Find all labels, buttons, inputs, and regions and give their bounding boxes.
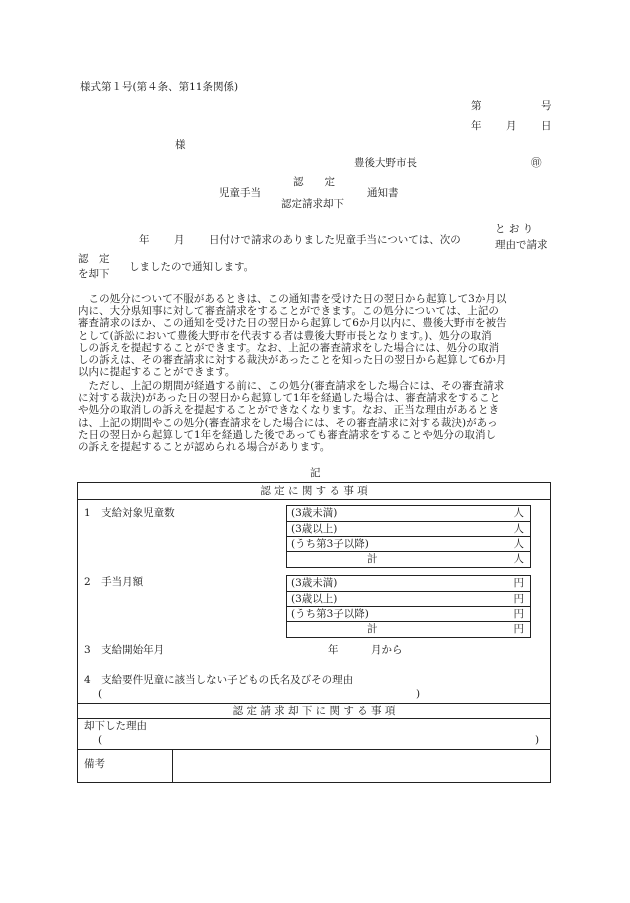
intro-option-riyu: 理由で請求 [495, 239, 548, 251]
date-year: 年 [471, 120, 482, 132]
item4-label: 4 支給要件児童に該当しない子どもの氏名及びその理由 [84, 674, 354, 686]
intro-option-kyakka: を却下 [78, 268, 110, 280]
para2-line: に対する裁決)があった日の翌日から起算して1年を経過した場合は、審査請求をすること [78, 392, 501, 405]
item3-year: 年 [328, 644, 339, 656]
rejection-close-paren: ) [535, 734, 540, 746]
row-label: (3歳未満) [291, 507, 338, 519]
row-label: 計 [367, 623, 378, 635]
para1-line: として(訴訟において豊後大野市を代表する者は豊後大野市長となります。)、処分の取消 [78, 329, 492, 342]
para1-line: しの訴えを提起することができます。なお、上記の審査請求をした場合には、処分の取消 [78, 341, 500, 354]
monthly-amount-row [287, 591, 530, 607]
para1-line: 以内に提起することができます。 [78, 366, 236, 379]
doc-number-dai: 第 [471, 100, 482, 112]
child-count-box [286, 505, 531, 568]
form-number-label: 様式第１号(第４条、第11条関係) [80, 81, 239, 93]
row-unit: 円 [513, 608, 524, 620]
row-label: (3歳以上) [291, 523, 338, 535]
title-nintei: 認 定 [293, 176, 335, 188]
seal-mark: ㊞ [531, 157, 542, 169]
para2-line: の訴えを提起することが認められる場合があります。 [78, 441, 331, 454]
remarks-divider [172, 749, 173, 782]
item4-open-paren: ( [98, 688, 103, 700]
para1-line: 審査請求のほか、この通知を受けた日の翌日から起算して6か月以内に、豊後大野市を被告 [78, 317, 507, 330]
row-label: (3歳未満) [291, 577, 338, 589]
row-unit: 円 [513, 593, 524, 605]
row-label: (3歳以上) [291, 593, 338, 605]
addressee-suffix: 様 [175, 139, 186, 151]
divider [78, 703, 550, 704]
rejection-open-paren: ( [98, 734, 103, 746]
row-unit: 人 [513, 553, 524, 565]
row-label: (うち第3子以降) [291, 538, 369, 550]
intro-year: 年 [139, 234, 150, 246]
intro-option-nintei: 認 定 [78, 253, 110, 265]
remarks-label: 備考 [84, 758, 105, 770]
child-count-row [287, 521, 530, 537]
para2-line: や処分の取消しの訴えを提起することができなくなります。なお、正当な理由があるとき [78, 404, 500, 417]
row-unit: 人 [513, 523, 524, 535]
title-kyakka: 認定請求却下 [281, 198, 344, 210]
divider [78, 718, 550, 719]
doc-number-go: 号 [541, 100, 552, 112]
item1-label: 1 支給対象児童数 [84, 507, 175, 519]
monthly-amount-row [287, 576, 530, 591]
intro-text: 日付けで請求のありました児童手当については、次の [209, 234, 461, 246]
child-count-row [287, 551, 530, 567]
row-unit: 人 [513, 507, 524, 519]
issuer-name: 豊後大野市長 [354, 157, 417, 169]
item3-month-from: 月から [371, 644, 403, 656]
date-month: 月 [506, 120, 517, 132]
item3-label: 3 支給開始年月 [84, 644, 165, 656]
para2-line: た日の翌日から起算して1年を経過した後であっても審査請求をすることや処分の取消し [78, 428, 497, 441]
row-unit: 円 [513, 623, 524, 635]
para2-line: ただし、上記の期間が経過する前に、この処分(審査請求をした場合には、その審査請求 [78, 380, 505, 392]
item4-close-paren: ) [416, 688, 421, 700]
divider [78, 749, 550, 750]
section-nintei-header: 認 定 に 関 す る 事 項 [260, 485, 368, 497]
divider [78, 499, 550, 500]
ki-label: 記 [310, 467, 321, 479]
row-unit: 円 [513, 577, 524, 589]
section-kyakka-header: 認 定 請 求 却 下 に 関 す る 事 項 [232, 705, 396, 717]
intro-month: 月 [174, 234, 185, 246]
row-unit: 人 [513, 538, 524, 550]
child-count-row [287, 506, 530, 521]
para1-line: この処分について不服があるときは、この通知書を受けた日の翌日から起算して3か月以 [78, 293, 507, 305]
details-table [77, 482, 551, 783]
para1-line: 内に、大分県知事に対して審査請求をすることができます。この処分については、上記の [78, 305, 499, 318]
date-day: 日 [541, 120, 552, 132]
appeal-paragraph-1 [78, 293, 552, 378]
para1-line: しの訴えは、その審査請求に対する裁決があったことを知った日の翌日から起算して6か月 [78, 354, 507, 367]
title-tsuchisho: 通知書 [367, 187, 399, 199]
appeal-paragraph-2 [78, 380, 552, 453]
row-label: 計 [367, 553, 378, 565]
para2-line: は、上記の期間やこの処分(審査請求をした場合には、その審査請求に対する裁決)があっ [78, 416, 498, 429]
intro-option-toori: と お り [495, 223, 534, 235]
child-count-row [287, 536, 530, 552]
intro-closing: しましたので通知します。 [129, 261, 255, 273]
title-jidou-teate: 児童手当 [219, 187, 261, 199]
monthly-amount-row [287, 606, 530, 622]
rejection-reason-label: 却下した理由 [84, 720, 147, 732]
monthly-amount-box [286, 575, 531, 638]
monthly-amount-row [287, 621, 530, 637]
item2-label: 2 手当月額 [84, 576, 144, 588]
row-label: (うち第3子以降) [291, 608, 369, 620]
